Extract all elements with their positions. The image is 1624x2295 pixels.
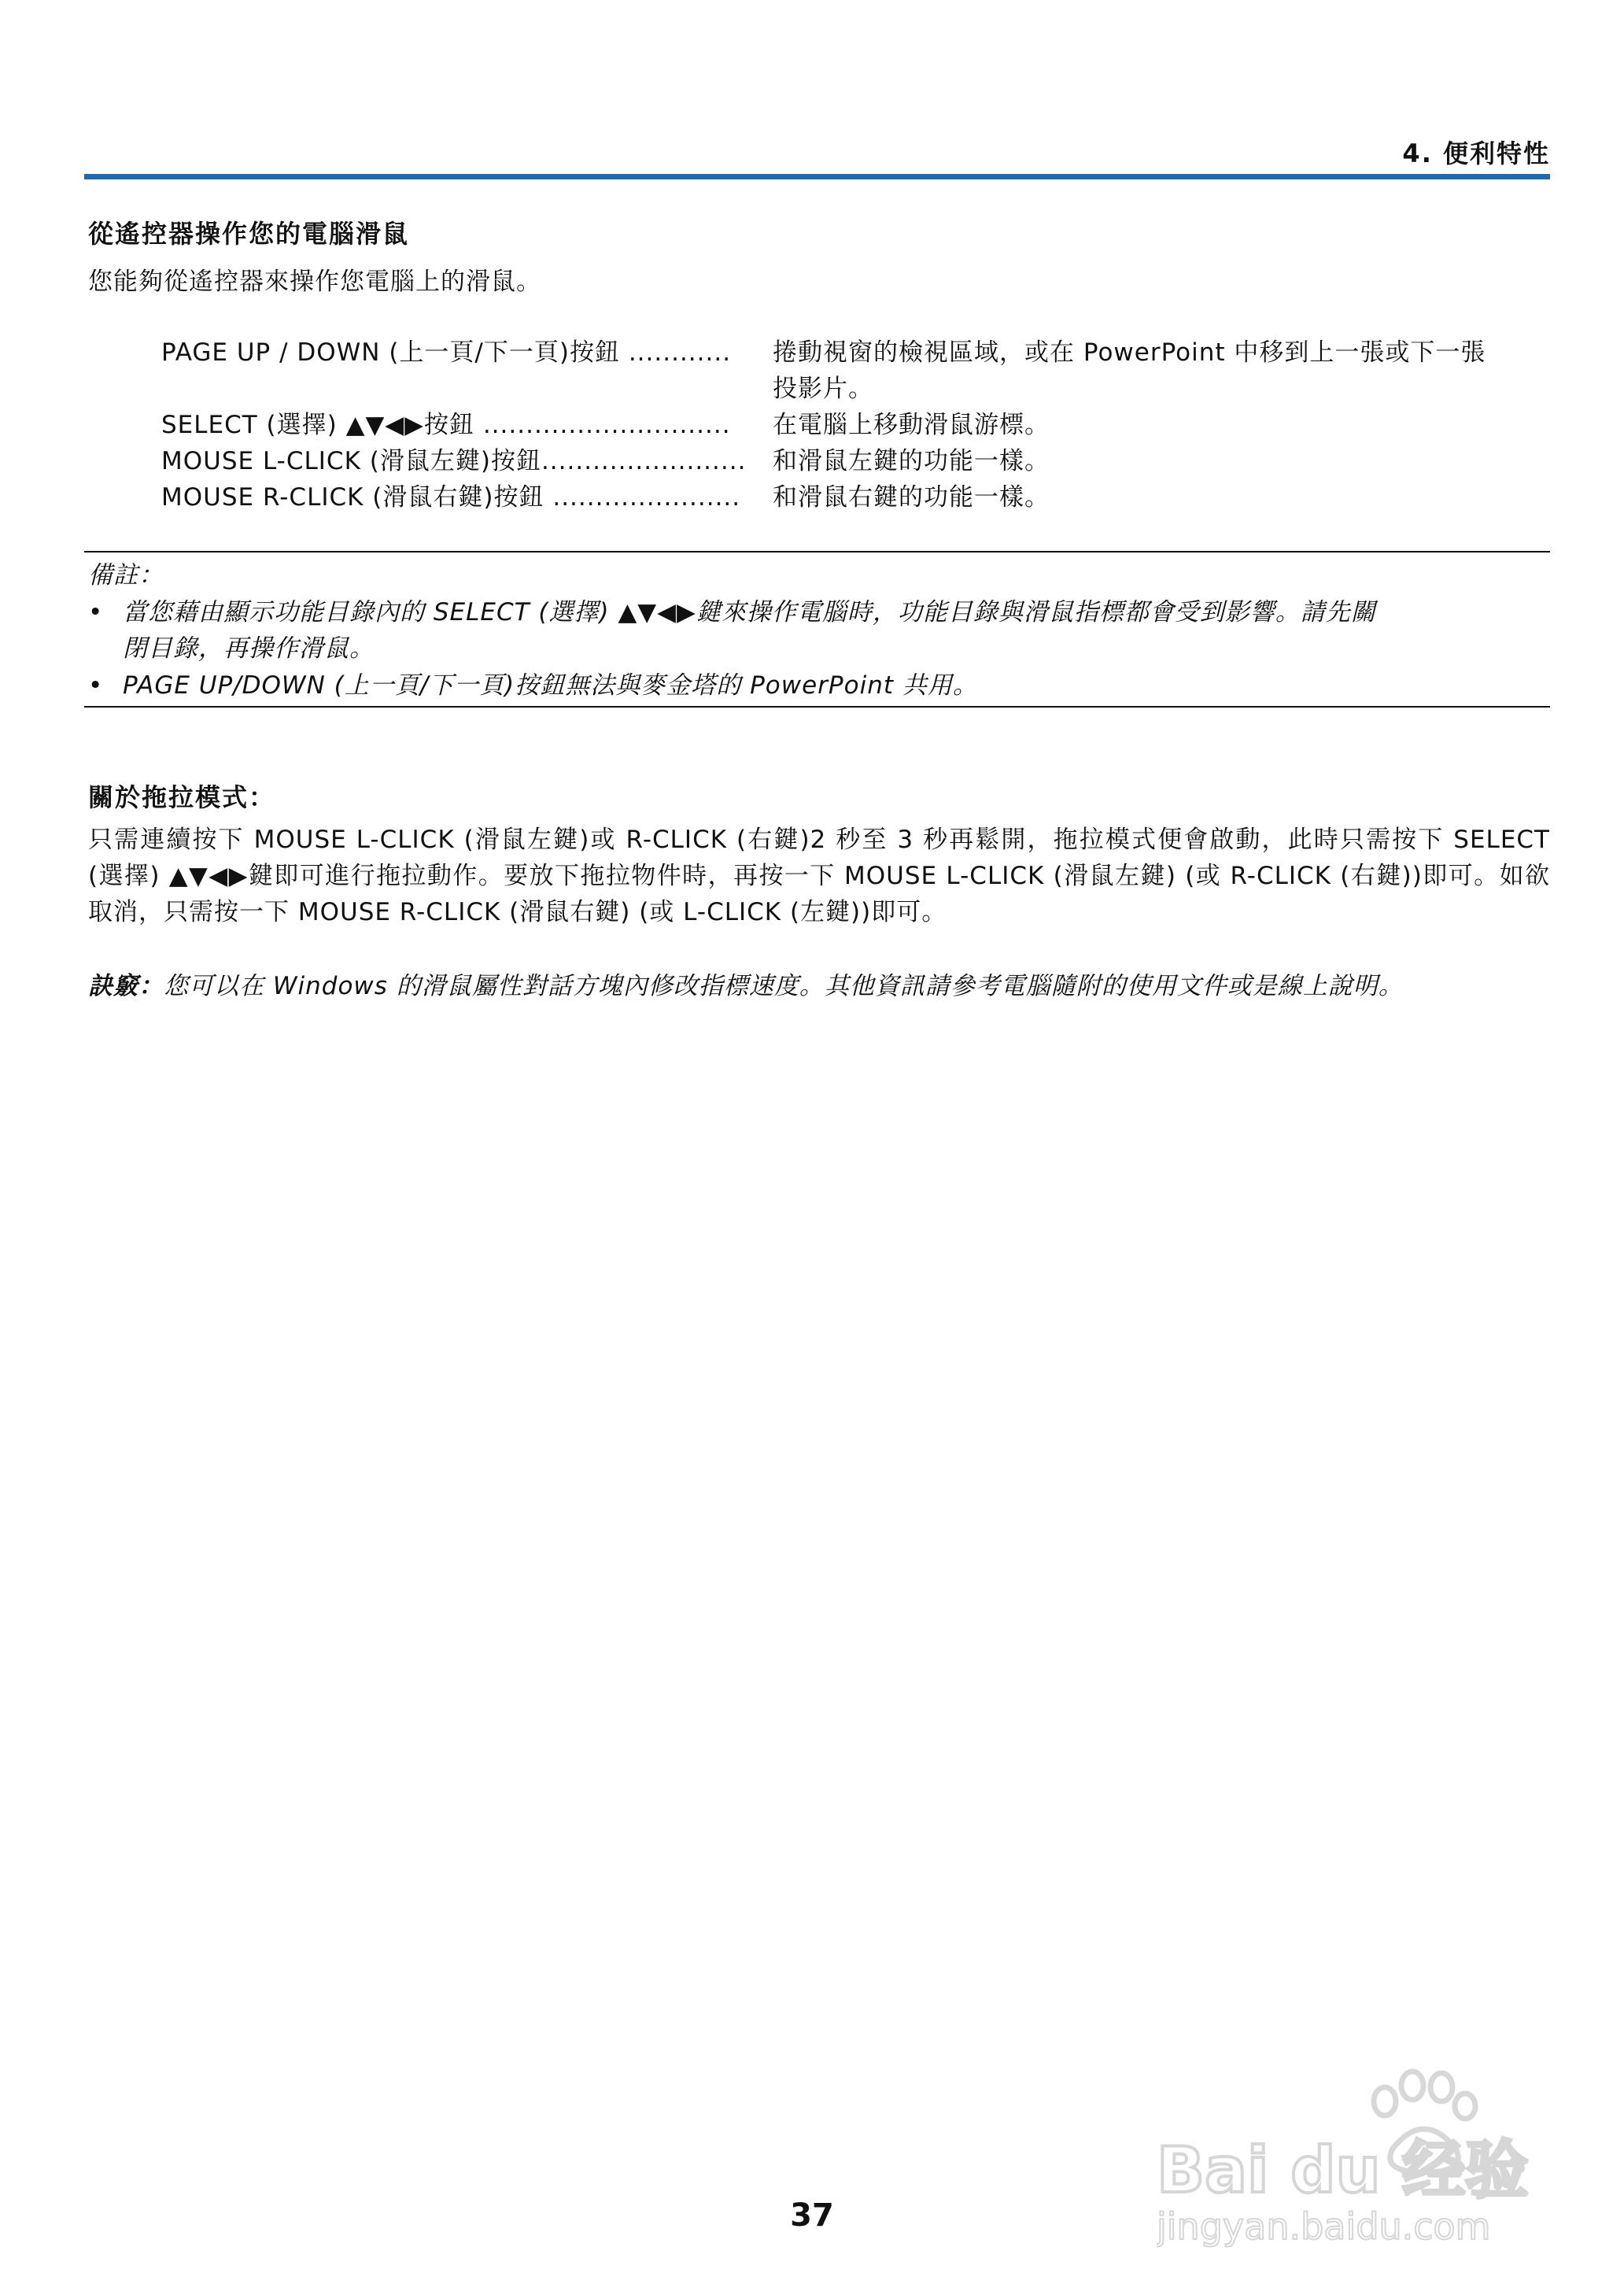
chapter-title: 4. 便利特性 <box>1402 139 1550 168</box>
paw-logo-icon <box>1157 2054 1550 2251</box>
baidu-watermark <box>1157 2054 1550 2251</box>
header-rule <box>84 174 1550 179</box>
note-text-line: 當您藉由顯示功能目錄內的 SELECT (選擇) ▲▼◀▶鍵來操作電腦時，功能目錄與滑鼠指標都會受到影響。請先關 <box>123 598 1376 626</box>
note-text-line: PAGE UP/DOWN (上一頁/下一頁)按鈕無法與麥金塔的 PowerPoint 共用。 <box>123 671 978 700</box>
note-bottom-rule <box>84 706 1550 708</box>
watermark-url: jingyan.baidu.com <box>1157 2205 1491 2248</box>
section-intro: 您能夠從遙控器來操作您電腦上的滑鼠。 <box>88 268 541 296</box>
note-item <box>88 594 1552 667</box>
page-number: 37 <box>790 2197 834 2234</box>
note-item <box>88 667 1552 704</box>
section-heading-mouse-control: 從遙控器操作您的電腦滑鼠 <box>88 219 410 249</box>
note-top-rule <box>84 551 1550 552</box>
note-label: 備註： <box>88 561 164 589</box>
button-description: 在電腦上移動滑鼠游標。 <box>773 411 1050 439</box>
section-heading-drag-mode: 關於拖拉模式： <box>88 782 276 812</box>
tip <box>88 968 1404 1004</box>
button-description: 和滑鼠左鍵的功能一樣。 <box>773 447 1050 475</box>
watermark-brand: Bai du 经验 <box>1157 2134 1529 2207</box>
button-row-select <box>161 407 1554 443</box>
button-description: 和滑鼠右鍵的功能一樣。 <box>773 483 1050 512</box>
note-text-line: 閉目錄，再操作滑鼠。 <box>123 634 375 663</box>
button-description-continued: 投影片。 <box>773 375 873 403</box>
button-description: 捲動視窗的檢視區域，或在 PowerPoint 中移到上一張或下一張 <box>773 338 1486 367</box>
button-name: MOUSE R-CLICK (滑鼠右鍵)按鈕 ...................... <box>161 483 741 512</box>
button-list <box>161 334 1554 516</box>
button-row-r-click <box>161 479 1554 516</box>
button-name: PAGE UP / DOWN (上一頁/下一頁)按鈕 ............ <box>161 338 732 367</box>
bullet: • <box>88 598 104 626</box>
drag-mode-paragraph: 只需連續按下 MOUSE L-CLICK (滑鼠左鍵)或 R-CLICK (右鍵)2 秒至 3 秒再鬆開，拖拉模式便會啟動，此時只需按下 SELECT (選擇) ▲▼◀▶鍵即可進行拖拉動作。要放下拖拉物件時，再按一下 MOUSE L-CLICK (滑鼠左鍵) (或 R-CLICK (右鍵))即可。如欲取消，只需按一下 MOUSE R-CLICK (滑鼠右鍵) (或 L-CLICK (左鍵))即可。 <box>88 826 1550 926</box>
bullet: • <box>88 671 104 700</box>
tip-text: 您可以在 Windows 的滑鼠屬性對話方塊內修改指標速度。其他資訊請參考電腦隨附的使用文件或是線上說明。 <box>164 972 1404 1000</box>
button-row-page-up-down <box>161 334 1554 407</box>
button-name: MOUSE L-CLICK (滑鼠左鍵)按鈕........................ <box>161 447 747 475</box>
button-row-l-click <box>161 443 1554 479</box>
tip-label: 訣竅： <box>88 972 164 1000</box>
button-name: SELECT (選擇) ▲▼◀▶按鈕 ............................. <box>161 411 731 439</box>
